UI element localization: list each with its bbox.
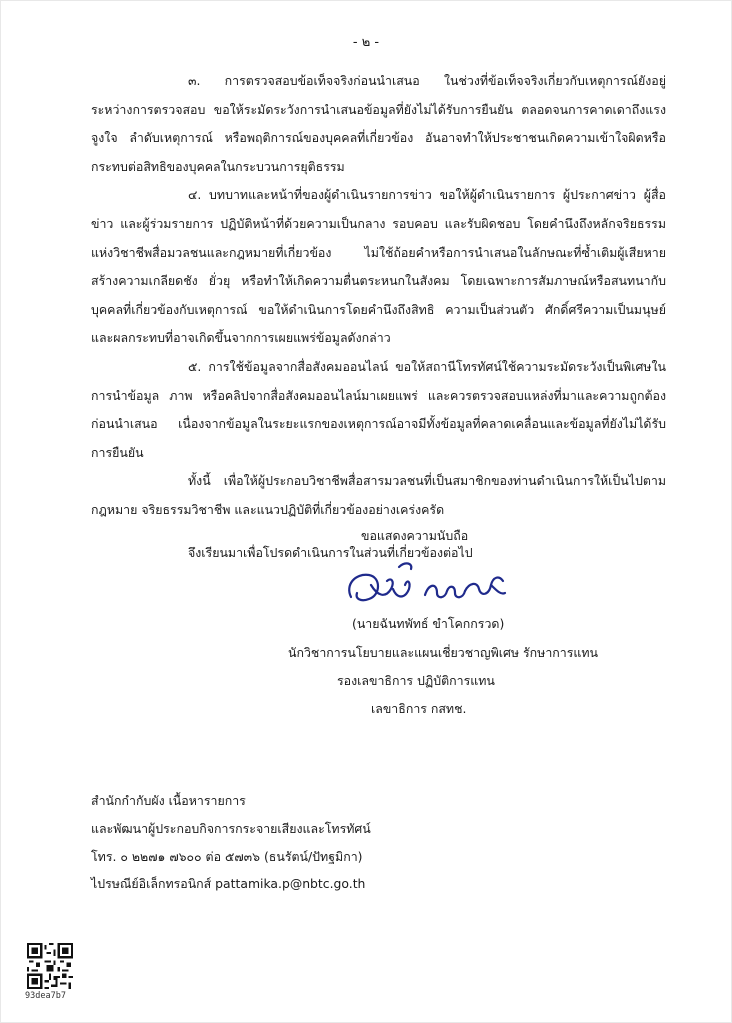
qr-code-icon	[27, 943, 73, 989]
handwritten-signature	[341, 555, 511, 611]
signer-title-3: เลขาธิการ กสทช.	[371, 701, 467, 716]
contact-footer	[91, 787, 371, 898]
qr-code-label: 93dea7b7	[25, 991, 66, 1001]
page-number: - ๒ -	[352, 35, 380, 50]
paragraph-item-4: ๔. บทบาทและหน้าที่ของผู้ดำเนินรายการข่าว ขอให้ผู้ดำเนินรายการ ผู้ประกาศข่าว ผู้สื่อข่าว และผู้ร่วมรายการ ปฏิบัติหน้าที่ด้วยความเป็นกลาง รอบคอบ และรับผิดชอบ โดยคำนึงถึงหลักจริยธรรมแห่งวิชาชีพสื่อมวลชนและกฎหมายที่เกี่ยวข้อง ไม่ใช้ถ้อยคำหรือการนำเสนอในลักษณะที่ซ้ำเติมผู้เสียหาย สร้างความเกลียดชัง ยั่วยุ หรือทำให้เกิดความตื่นตระหนกในสังคม โดยเฉพาะการสัมภาษณ์หรือสนทนากับบุคคลที่เกี่ยวข้องกับเหตุการณ์ ขอให้ดำเนินการโดยคำนึงถึงสิทธิ ความเป็นส่วนตัว ศักดิ์ศรีความเป็นมนุษย์ และผลกระทบที่อาจเกิดขึ้นจากการเผยแพร่ข้อมูลดังกล่าว	[91, 187, 666, 346]
office-line-1: สำนักกำกับผัง เนื้อหารายการ	[91, 793, 246, 808]
paragraph-item-3: ๓. การตรวจสอบข้อเท็จจริงก่อนนำเสนอ ในช่วงที่ข้อเท็จจริงเกี่ยวกับเหตุการณ์ยังอยู่ระหว่างการตรวจสอบ ขอให้ระมัดระวังการนำเสนอข้อมูลที่ยังไม่ได้รับการยืนยัน ตลอดจนการคาดเดาถึงแรงจูงใจ ลำดับเหตุการณ์ หรือพฤติการณ์ของบุคคลที่เกี่ยวข้อง อันอาจทำให้ประชาชนเกิดความเข้าใจผิดหรือกระทบต่อสิทธิของบุคคลในกระบวนการยุติธรรม	[91, 73, 666, 174]
signer-title-1: นักวิชาการนโยบายและแผนเชี่ยวชาญพิเศษ รักษาการแทน	[288, 645, 599, 660]
respect-line: ขอแสดงความนับถือ	[361, 528, 469, 543]
paragraph-item-5: ๕. การใช้ข้อมูลจากสื่อสังคมออนไลน์ ขอให้สถานีโทรทัศน์ใช้ความระมัดระวังเป็นพิเศษในการนำข้อมูล ภาพ หรือคลิปจากสื่อสังคมออนไลน์มาเผยแพร่ และควรตรวจสอบแหล่งที่มาและความถูกต้องก่อนนำเสนอ เนื่องจากข้อมูลในระยะแรกของเหตุการณ์อาจมีทั้งข้อมูลที่คลาดเคลื่อนและข้อมูลที่ยังไม่ได้รับการยืนยัน	[91, 358, 666, 460]
letter-body	[91, 67, 666, 567]
office-line-2: และพัฒนาผู้ประกอบกิจการกระจายเสียงและโทรทัศน์	[91, 820, 371, 836]
email-line: ไปรษณีย์อิเล็กทรอนิกส์ pattamika.p@nbtc.go.th	[91, 876, 366, 892]
signer-title-2: รองเลขาธิการ ปฏิบัติการแทน	[337, 673, 495, 688]
signer-name: (นายฉันทพัทธ์ ขำโคกกรวด)	[352, 616, 505, 631]
closing-sentence: จึงเรียนมาเพื่อโปรดดำเนินการในส่วนที่เกี่ยวข้องต่อไป	[188, 544, 473, 560]
paragraph-summary: ทั้งนี้ เพื่อให้ผู้ประกอบวิชาชีพสื่อสารมวลชนที่เป็นสมาชิกของท่านดำเนินการให้เป็นไปตามกฎหมาย จริยธรรมวิชาชีพ และแนวปฏิบัติที่เกี่ยวข้องอย่างเคร่งครัด	[91, 473, 666, 517]
phone-line: โทร. ๐ ๒๒๗๑ ๗๖๐๐ ต่อ ๕๗๓๖ (ธนรัตน์/ปัทฐมิกา)	[91, 848, 363, 864]
